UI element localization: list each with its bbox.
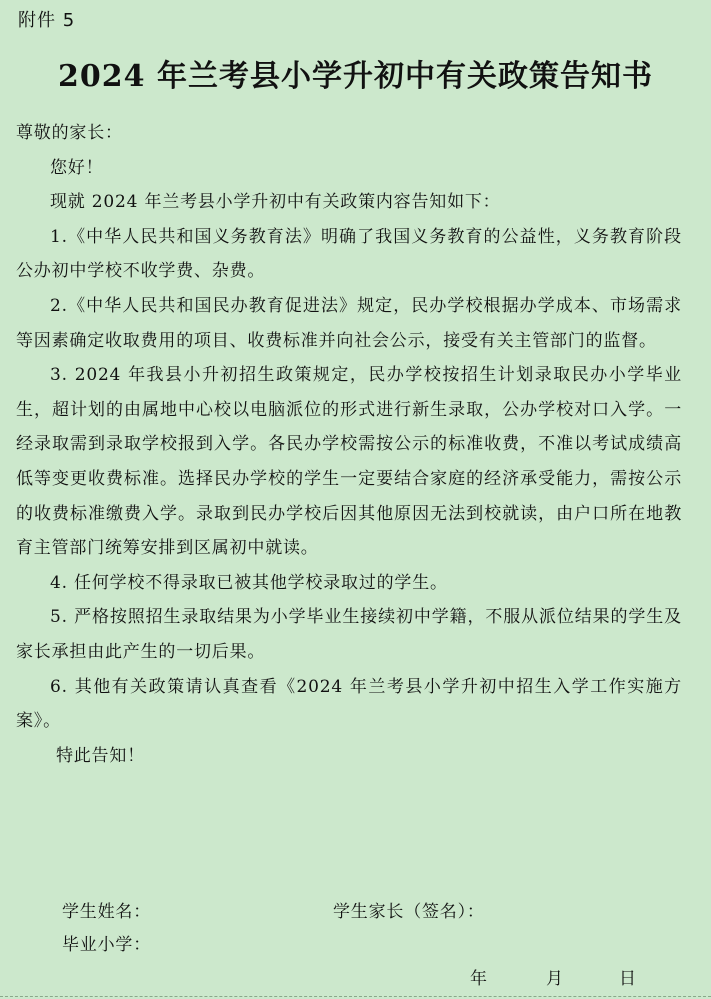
student-name-label: 学生姓名： [62,902,151,922]
intro-line: 现就 2024 年兰考县小学升初中有关政策内容告知如下： [50,192,501,213]
parent-signature-label: 学生家长（签名）： [333,902,485,922]
primary-school-label: 毕业小学： [62,935,151,955]
policy-item-1: 1.《中华人民共和国义务教育法》明确了我国义务教育的公益性，义务教育阶段公办初中学校不收学费、杂费。 [16,226,682,282]
policy-item-5: 5. 严格按照招生录取结果为小学毕业生接续初中学籍，不服从派位结果的学生及家长承担由此产生的一切后果。 [16,607,682,662]
policy-item-3: 3. 2024 年我县小升初招生政策规定，民办学校按招生计划录取民办小学毕业生，超计划的由属地中心校以电脑派位的形式进行新生录取，公办学校对口入学。一经录取需到录取学校报到入学。各民办学校需按公示的标准收费，不准以考试成绩高低等变更收费标准。选择民办学校的学生一定要结合家庭的经济承受能力，需按公示的收费标准缴费入学。录取到民办学校后因其他原因无法到校就读，由户口所在地教育主管部门统筹安排到区属初中就读。 [16,365,682,559]
policy-item-6: 6. 其他有关政策请认真查看《2024 年兰考县小学升初中招生入学工作实施方案》。 [16,676,682,732]
policy-item-4: 4. 任何学校不得录取已被其他学校录取过的学生。 [50,572,448,593]
closing-line: 特此告知！ [55,745,145,766]
document-title: 2024 年兰考县小学升初中有关政策告知书 [58,59,653,94]
date-month-label: 月 [546,969,563,989]
date-day-label: 日 [619,969,636,989]
attachment-label: 附件 5 [18,10,76,31]
greeting-line: 您好！ [50,157,104,178]
policy-item-2: 2.《中华人民共和国民办教育促进法》规定，民办学校根据办学成本、市场需求等因素确定收取费用的项目、收费标准并向社会公示，接受有关主管部门的监督。 [16,295,682,351]
letter-body [16,116,682,773]
salutation: 尊敬的家长： [16,123,123,143]
date-year-label: 年 [470,969,487,989]
page-bottom-divider [0,996,711,997]
